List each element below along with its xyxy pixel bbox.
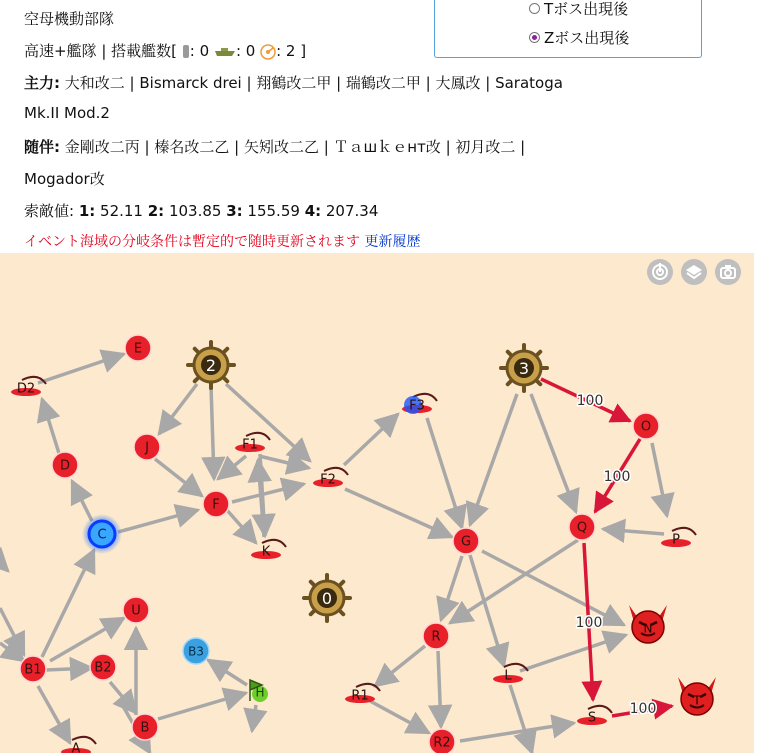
route-label-4: 100 (629, 701, 657, 717)
layers-icon[interactable] (681, 259, 707, 285)
notice-line (24, 231, 420, 251)
los-value-2: 103.85 (164, 202, 227, 220)
map-node-label: Q (576, 520, 588, 536)
speed-line-prefix: 高速+艦隊 | 搭載艦数[ (24, 42, 178, 60)
landing-count: : 0 (235, 42, 256, 60)
radio-z[interactable] (529, 32, 540, 43)
map-node-label: G (460, 534, 472, 550)
map-node-q[interactable] (569, 514, 595, 540)
map-node-label: E (133, 341, 143, 357)
sortie-map (0, 253, 754, 753)
map-node-label: T (693, 693, 701, 708)
map-node-label: 2 (205, 355, 217, 375)
route-label-2: 100 (603, 469, 631, 485)
los-value-3: 155.59 (242, 202, 305, 220)
map-node-g[interactable] (453, 528, 479, 554)
map-node-d2[interactable] (11, 377, 46, 397)
boss-option-z-label: Zボス出現後 (544, 29, 630, 47)
map-node-t[interactable] (678, 677, 716, 715)
map-node-label: B1 (24, 662, 42, 678)
map-node-label: L (504, 668, 512, 684)
map-node-label: R2 (433, 735, 451, 751)
map-node-s[interactable] (577, 706, 612, 726)
map-node-label: P (672, 532, 680, 548)
map-node-label: D2 (16, 381, 36, 397)
map-node-u[interactable] (123, 597, 149, 623)
compass-icon[interactable] (647, 259, 673, 285)
boss-option-t[interactable] (529, 0, 628, 19)
boss-option-t-label: Tボス出現後 (544, 0, 629, 18)
drum-count: : 0 (189, 42, 210, 60)
map-node-label: S (587, 710, 597, 726)
los-label: 索敵値: (24, 202, 79, 220)
radar-count: : 2 ] (276, 42, 307, 60)
map-node-s3[interactable] (501, 345, 547, 391)
landing-craft-icon (214, 46, 236, 58)
map-node-b[interactable] (132, 714, 158, 740)
main-ships: 大和改二 | Bismarck drei | 翔鶴改二甲 | 瑞鶴改二甲 | 大鳳改 | Saratoga (60, 74, 563, 92)
map-node-f[interactable] (203, 491, 229, 517)
route-label-3: 100 (575, 615, 603, 631)
map-node-b1[interactable] (20, 656, 46, 682)
map-node-label: O (640, 419, 652, 435)
escort-label: 随伴: (24, 138, 60, 156)
map-node-label: A (71, 741, 81, 753)
los-key-2: 2: (147, 202, 165, 220)
los-key-1: 1: (78, 202, 96, 220)
main-fleet-line (24, 72, 563, 93)
map-node-label: F1 (242, 437, 258, 453)
escort-ships: 金剛改二丙 | 榛名改二乙 | 矢矧改二乙 | Ｔａшｋｅнт改 | 初月改二 | (60, 138, 526, 156)
map-node-p[interactable] (661, 528, 696, 548)
map-node-label: D (59, 458, 71, 474)
boss-option-z[interactable] (529, 27, 629, 48)
map-node-label: B (140, 720, 150, 736)
map-node-n[interactable] (629, 605, 667, 643)
map-node-h[interactable] (250, 680, 268, 702)
map-node-s2[interactable] (188, 342, 234, 388)
los-key-4: 4: (304, 202, 322, 220)
fleet-speed-line (24, 40, 306, 61)
map-node-label: R1 (351, 688, 369, 704)
map-node-label: F2 (320, 472, 336, 488)
map-node-label: K (261, 544, 271, 560)
update-history-link[interactable]: 更新履歴 (364, 234, 421, 250)
map-node-r[interactable] (423, 623, 449, 649)
map-node-label: H (255, 685, 265, 700)
drum-icon (182, 44, 190, 59)
map-node-f2[interactable] (313, 468, 348, 488)
branch-notice: イベント海域の分岐条件は暫定的で随時更新されます (24, 234, 365, 250)
map-node-c[interactable] (82, 514, 122, 554)
los-line (24, 200, 378, 221)
route-label-1: 100 (576, 393, 604, 409)
main-label: 主力: (24, 74, 60, 92)
boss-phase-panel (434, 0, 702, 58)
map-node-label: J (145, 440, 149, 456)
map-node-label: B2 (94, 660, 112, 676)
map-node-o[interactable] (633, 413, 659, 439)
map-node-j[interactable] (134, 434, 160, 460)
map-node-b3[interactable] (183, 638, 209, 664)
radio-t[interactable] (529, 3, 540, 14)
map-node-label: 3 (518, 358, 530, 378)
map-node-label: N (643, 621, 653, 636)
los-value-4: 207.34 (321, 202, 379, 220)
map-node-label: U (131, 603, 141, 619)
map-node-f1[interactable] (235, 433, 270, 453)
escort-ships-continued: Mogador改 (24, 170, 105, 188)
map-node-e[interactable] (125, 335, 151, 361)
escort-fleet-line (24, 136, 525, 157)
map-node-r1[interactable] (345, 684, 380, 704)
main-ships-continued: Mk.II Mod.2 (24, 104, 110, 122)
los-key-3: 3: (226, 202, 243, 220)
map-node-s0[interactable] (304, 575, 350, 621)
map-node-label: R (431, 629, 441, 645)
map-node-f3[interactable] (402, 394, 437, 414)
map-node-label: B3 (188, 644, 204, 659)
map-node-k[interactable] (251, 540, 286, 560)
radar-icon (260, 44, 276, 60)
map-node-b2[interactable] (90, 654, 116, 680)
map-node-l[interactable] (493, 664, 528, 684)
map-graph (0, 253, 754, 753)
map-node-label: F3 (409, 398, 425, 414)
map-node-label: 0 (321, 588, 333, 608)
map-node-label: C (97, 527, 107, 543)
route-labels (576, 393, 657, 717)
map-node-d[interactable] (52, 452, 78, 478)
camera-icon[interactable] (715, 259, 741, 285)
fleet-type: 空母機動部隊 (24, 10, 115, 28)
los-value-1: 52.11 (95, 202, 148, 220)
map-node-r2[interactable] (429, 729, 455, 753)
map-node-label: F (212, 497, 220, 513)
